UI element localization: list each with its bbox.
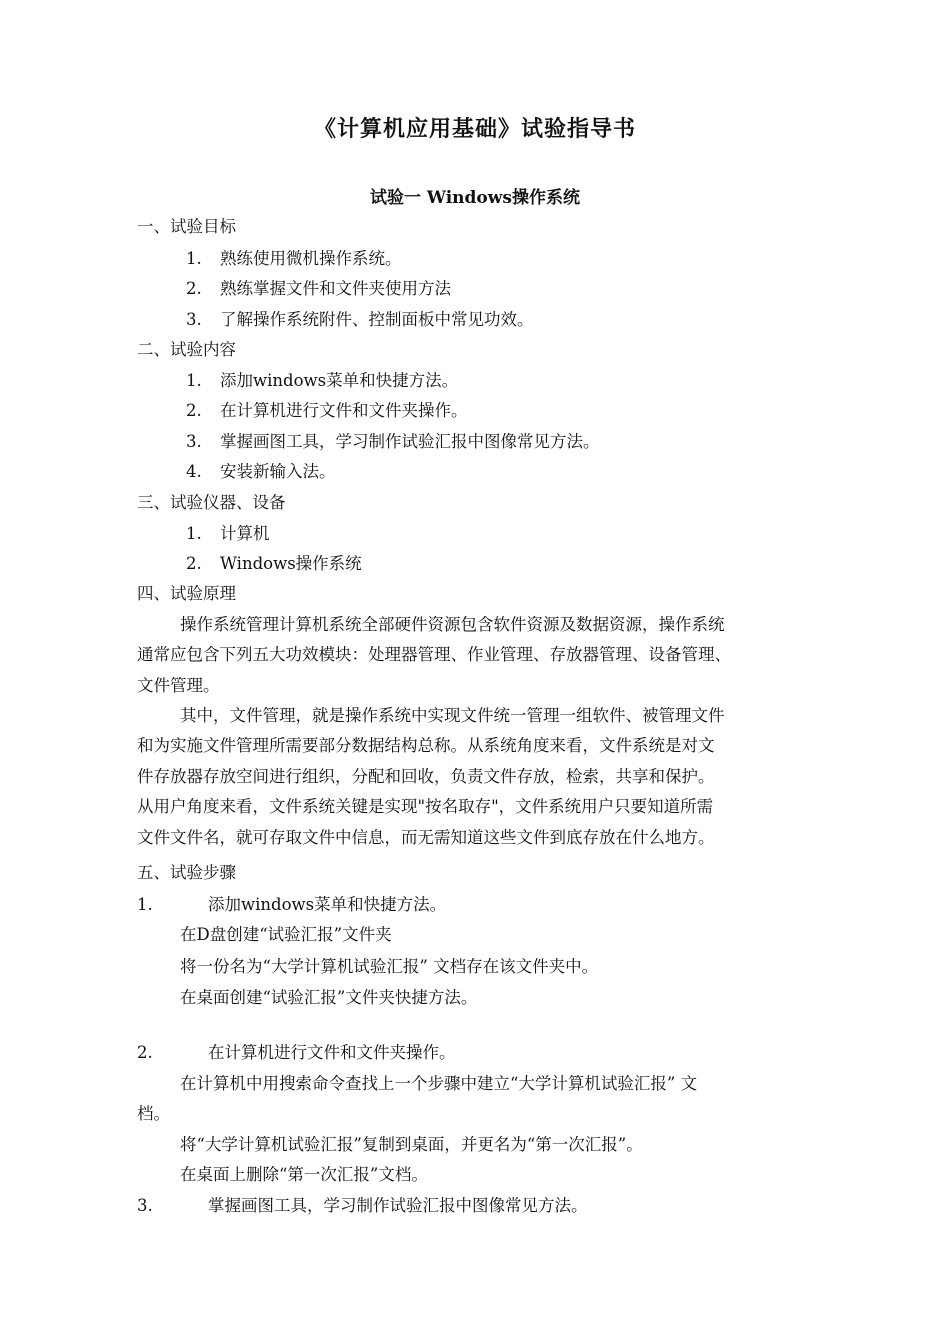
step-title [137,893,446,917]
paragraph-line: 文件管理。 [137,676,220,695]
list-number: 4. [186,462,202,481]
list-item [186,247,402,271]
paragraph-line: 操作系统管理计算机系统全部硬件资源包含软件资源及数据资源，操作系统 [180,615,725,634]
paragraph-line: 件存放器存放空间进行组织，分配和回收，负责文件存放，检索，共享和保护。 [137,767,715,786]
step-title [137,1041,456,1065]
section-heading-steps: 五、试验步骤 [137,863,236,882]
list-text: 计算机 [220,524,270,543]
list-item [186,430,600,454]
step-line: 在桌面上删除“第一次汇报”文档。 [180,1165,428,1184]
paragraph-line: 文件文件名，就可存取文件中信息，而无需知道这些文件到底存放在什么地方。 [137,828,715,847]
list-number: 1. [186,524,202,543]
list-item [186,522,270,546]
step-line: 将一份名为“大学计算机试验汇报” 文档存在该文件夹中。 [180,957,599,976]
list-text: 掌握画图工具，学习制作试验汇报中图像常见方法。 [220,432,600,451]
experiment-subtitle: 试验一 Windows操作系统 [370,188,580,208]
list-number: 2. [186,279,202,298]
section-heading-equipment: 三、试验仪器、设备 [137,493,286,512]
list-item [186,369,458,393]
paragraph-line: 其中，文件管理，就是操作系统中实现文件统一管理一组软件、被管理文件 [180,706,725,725]
step-line: 在计算机中用搜索命令查找上一个步骤中建立“大学计算机试验汇报” 文 [180,1074,698,1093]
step-title [137,1194,588,1218]
list-text: 了解操作系统附件、控制面板中常见功效。 [220,310,534,329]
step-number: 1. [137,895,153,914]
step-line: 将“大学计算机试验汇报”复制到桌面，并更名为“第一次汇报”。 [180,1135,643,1154]
step-text: 掌握画图工具，学习制作试验汇报中图像常见方法。 [208,1196,588,1215]
list-number: 1. [186,371,202,390]
step-number: 2. [137,1043,153,1062]
step-text: 添加windows菜单和快捷方法。 [208,895,447,914]
list-item [186,460,336,484]
list-text: 熟练掌握文件和文件夹使用方法 [220,279,451,298]
step-line: 在D盘创建“试验汇报”文件夹 [180,925,392,944]
step-line: 档。 [137,1104,170,1123]
list-number: 2. [186,554,202,573]
list-text: 安装新输入法。 [220,462,336,481]
list-item [186,308,534,332]
list-number: 3. [186,432,202,451]
step-text: 在计算机进行文件和文件夹操作。 [208,1043,456,1062]
paragraph-line: 和为实施文件管理所需要部分数据结构总称。从系统角度来看，文件系统是对文 [137,736,715,755]
list-text: Windows操作系统 [220,554,362,573]
list-text: 添加windows菜单和快捷方法。 [220,371,459,390]
paragraph-line: 从用户角度来看，文件系统关键是实现"按名取存"，文件系统用户只要知道所需 [137,797,714,816]
section-heading-content: 二、试验内容 [137,340,236,359]
step-number: 3. [137,1196,153,1215]
list-item [186,552,362,576]
list-number: 3. [186,310,202,329]
section-heading-goal: 一、试验目标 [137,217,236,236]
document-title: 《计算机应用基础》试验指导书 [313,117,636,142]
paragraph-line: 通常应包含下列五大功效模块：处理器管理、作业管理、存放器管理、设备管理、 [137,645,731,664]
list-number: 1. [186,249,202,268]
list-number: 2. [186,401,202,420]
section-heading-principle: 四、试验原理 [137,584,236,603]
step-line: 在桌面创建“试验汇报”文件夹快捷方法。 [180,988,478,1007]
list-text: 在计算机进行文件和文件夹操作。 [220,401,468,420]
list-text: 熟练使用微机操作系统。 [220,249,402,268]
list-item [186,399,468,423]
list-item [186,277,451,301]
